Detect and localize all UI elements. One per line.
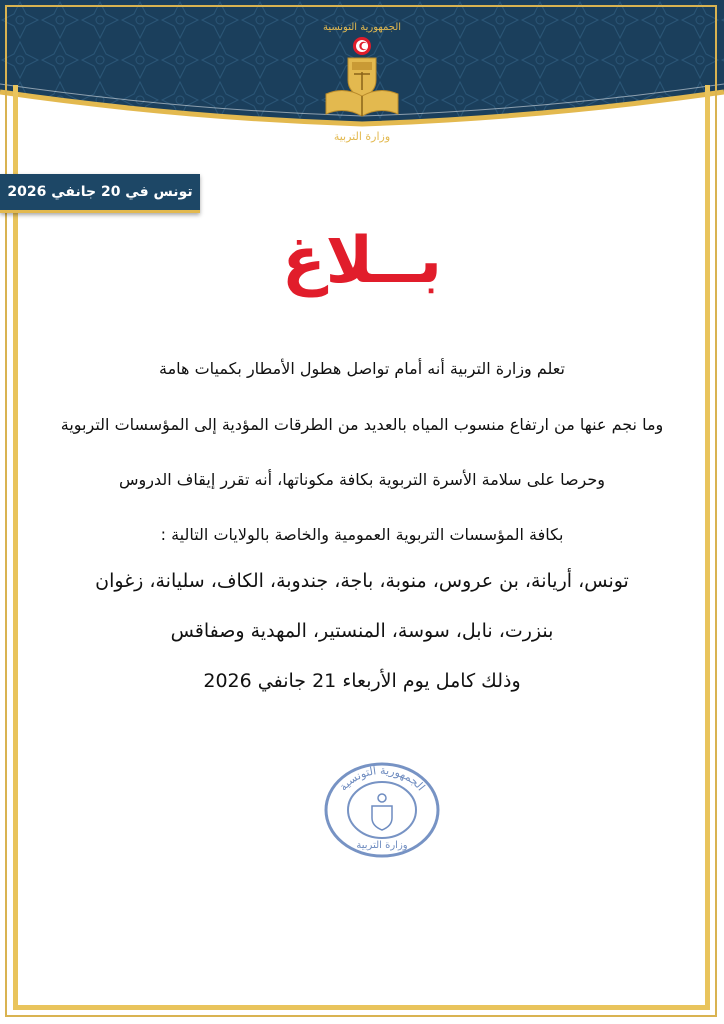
- body-line-1: تعلم وزارة التربية أنه أمام تواصل هطول الأمطار بكميات هامة: [159, 359, 565, 378]
- ministry-text: وزارة التربية: [333, 130, 391, 143]
- announcement-title: بــلاغ: [281, 224, 443, 298]
- ministry-stamp-icon: [322, 760, 442, 860]
- coat-of-arms-icon: [312, 10, 412, 150]
- date-badge: تونس في 20 جانفي 2026: [0, 174, 200, 213]
- date-line: وذلك كامل يوم الأربعاء 21 جانفي 2026: [203, 670, 521, 692]
- outer-border: [5, 5, 717, 1017]
- body-line-3: وحرصا على سلامة الأسرة التربوية بكافة مكوناتها، أنه تقرر إيقاف الدروس: [119, 470, 605, 489]
- republic-text: الجمهورية التونسية: [322, 22, 402, 33]
- stamp-outer-text: الجمهورية التونسية: [336, 763, 428, 794]
- governorates-line-2: بنزرت، نابل، سوسة، المنستير، المهدية وصفاقس: [170, 620, 554, 642]
- governorates-line-1: تونس، أريانة، بن عروس، منوبة، باجة، جندوبة، الكاف، سليانة، زغوان: [95, 570, 629, 592]
- body-line-2: وما نجم عنها من ارتفاع منسوب المياه بالعديد من الطرقات المؤدية إلى المؤسسات التربوية: [60, 415, 664, 434]
- body-line-4: بكافة المؤسسات التربوية العمومية والخاصة بالولايات التالية :: [160, 525, 564, 544]
- stamp-inner-text: وزارة التربية: [356, 840, 408, 851]
